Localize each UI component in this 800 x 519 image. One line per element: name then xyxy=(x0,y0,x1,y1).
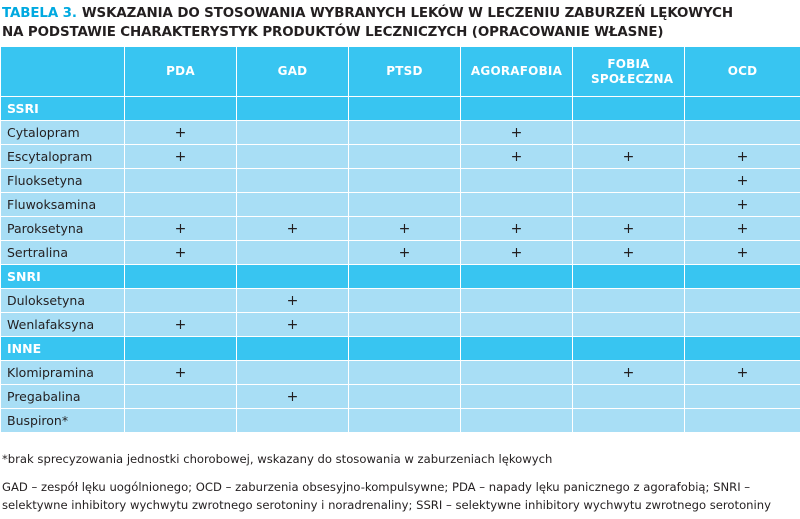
indication-cell xyxy=(125,385,237,409)
indication-cell xyxy=(237,121,349,145)
drug-name: Wenlafaksyna xyxy=(1,313,125,337)
drug-name: Fluwoksamina xyxy=(1,193,125,217)
indication-cell xyxy=(573,385,685,409)
drug-name: Duloksetyna xyxy=(1,289,125,313)
table-row xyxy=(1,193,800,217)
group-cell xyxy=(685,337,800,361)
indication-cell xyxy=(461,385,573,409)
group-cell xyxy=(349,97,461,121)
indication-cell xyxy=(685,289,800,313)
indication-cell xyxy=(125,409,237,433)
indication-cell xyxy=(349,361,461,385)
indication-cell: + xyxy=(125,217,237,241)
indication-cell: + xyxy=(237,217,349,241)
column-header-pda: PDA xyxy=(125,47,237,97)
indication-cell: + xyxy=(125,121,237,145)
drug-name: Fluoksetyna xyxy=(1,169,125,193)
group-cell xyxy=(349,337,461,361)
drug-name: Paroksetyna xyxy=(1,217,125,241)
indication-cell: + xyxy=(349,241,461,265)
group-cell xyxy=(125,97,237,121)
table-number: TABELA 3. xyxy=(2,6,77,21)
indication-cell: + xyxy=(573,361,685,385)
group-cell xyxy=(573,265,685,289)
drug-name: Escytalopram xyxy=(1,145,125,169)
indication-cell xyxy=(349,145,461,169)
indication-cell: + xyxy=(573,145,685,169)
column-header-agorafobia: AGORAFOBIA xyxy=(461,47,573,97)
indication-cell xyxy=(461,361,573,385)
title-line-1: WSKAZANIA DO STOSOWANIA WYBRANYCH LEKÓW W LECZENIU ZABURZEŃ LĘKOWYCH xyxy=(81,6,733,21)
drug-name: Sertralina xyxy=(1,241,125,265)
indication-cell xyxy=(237,145,349,169)
indication-cell xyxy=(349,313,461,337)
indication-cell: + xyxy=(125,361,237,385)
indication-cell: + xyxy=(237,289,349,313)
group-cell xyxy=(349,265,461,289)
drug-name: Cytalopram xyxy=(1,121,125,145)
drug-name: Buspiron* xyxy=(1,409,125,433)
group-name: SSRI xyxy=(1,97,125,121)
table-title xyxy=(2,4,798,42)
indication-cell: + xyxy=(573,241,685,265)
indications-table xyxy=(0,46,800,433)
indication-cell: + xyxy=(461,217,573,241)
title-line-2: NA PODSTAWIE CHARAKTERYSTYK PRODUKTÓW LECZNICZYCH (OPRACOWANIE WŁASNE) xyxy=(2,25,664,40)
indication-cell: + xyxy=(125,241,237,265)
indication-cell: + xyxy=(125,313,237,337)
indication-cell xyxy=(685,385,800,409)
indication-cell xyxy=(573,409,685,433)
indication-cell xyxy=(125,193,237,217)
indication-cell xyxy=(237,241,349,265)
indication-cell xyxy=(461,169,573,193)
header-row xyxy=(1,47,800,97)
indication-cell: + xyxy=(237,385,349,409)
indication-cell xyxy=(573,169,685,193)
indication-cell xyxy=(349,385,461,409)
table-row xyxy=(1,385,800,409)
indication-cell xyxy=(461,289,573,313)
table-body xyxy=(1,97,800,433)
indication-cell xyxy=(237,361,349,385)
indication-cell: + xyxy=(573,217,685,241)
indication-cell: + xyxy=(461,241,573,265)
indication-cell: + xyxy=(685,193,800,217)
indication-cell xyxy=(685,313,800,337)
group-cell xyxy=(685,97,800,121)
column-header-ocd: OCD xyxy=(685,47,800,97)
indication-cell: + xyxy=(685,169,800,193)
indication-cell: + xyxy=(685,361,800,385)
group-cell xyxy=(573,97,685,121)
indication-cell xyxy=(573,289,685,313)
group-row xyxy=(1,97,800,121)
indication-cell: + xyxy=(125,145,237,169)
indication-cell: + xyxy=(349,217,461,241)
group-cell xyxy=(237,97,349,121)
group-cell xyxy=(125,337,237,361)
indication-cell xyxy=(461,193,573,217)
indication-cell xyxy=(349,193,461,217)
indication-cell xyxy=(349,289,461,313)
indication-cell xyxy=(573,193,685,217)
group-cell xyxy=(461,97,573,121)
indication-cell xyxy=(685,409,800,433)
indication-cell: + xyxy=(685,145,800,169)
indication-cell xyxy=(349,169,461,193)
group-cell xyxy=(237,337,349,361)
group-cell xyxy=(461,337,573,361)
indication-cell: + xyxy=(237,313,349,337)
group-row xyxy=(1,265,800,289)
footnote: *brak sprecyzowania jednostki chorobowej, wskazany do stosowania w zaburzeniach lękowych xyxy=(2,452,553,466)
indication-cell xyxy=(461,313,573,337)
indication-cell xyxy=(237,193,349,217)
group-cell xyxy=(573,337,685,361)
indication-cell xyxy=(237,409,349,433)
group-cell xyxy=(125,265,237,289)
table-row xyxy=(1,361,800,385)
indication-cell xyxy=(461,409,573,433)
table-row xyxy=(1,217,800,241)
group-cell xyxy=(685,265,800,289)
indication-cell xyxy=(237,169,349,193)
table-row xyxy=(1,313,800,337)
indication-cell: + xyxy=(461,121,573,145)
indication-cell xyxy=(349,409,461,433)
column-header-gad: GAD xyxy=(237,47,349,97)
indication-cell xyxy=(573,121,685,145)
column-header xyxy=(1,47,125,97)
indication-cell xyxy=(349,121,461,145)
table-row xyxy=(1,145,800,169)
column-header-fobia-spoleczna: FOBIA SPOŁECZNA xyxy=(573,47,685,97)
indication-cell xyxy=(125,289,237,313)
table-row xyxy=(1,289,800,313)
table-row xyxy=(1,121,800,145)
indication-cell xyxy=(125,169,237,193)
drug-name: Pregabalina xyxy=(1,385,125,409)
drug-name: Klomipramina xyxy=(1,361,125,385)
abbreviation-legend: GAD – zespół lęku uogólnionego; OCD – zaburzenia obsesyjno-kompulsywne; PDA – napady lęku panicznego z agorafobią; SNRI – selektywne inhibitory wychwytu zwrotnego serotoniny i noradrenaliny; SSRI – selektywne inhibitory wychwytu zwrotnego serotoniny xyxy=(2,480,771,512)
group-name: INNE xyxy=(1,337,125,361)
indication-cell: + xyxy=(685,217,800,241)
group-cell xyxy=(237,265,349,289)
group-row xyxy=(1,337,800,361)
table-row xyxy=(1,241,800,265)
indication-cell xyxy=(685,121,800,145)
indication-cell: + xyxy=(461,145,573,169)
group-cell xyxy=(461,265,573,289)
table-row xyxy=(1,409,800,433)
group-name: SNRI xyxy=(1,265,125,289)
indication-cell: + xyxy=(685,241,800,265)
indication-cell xyxy=(573,313,685,337)
column-header-ptsd: PTSD xyxy=(349,47,461,97)
table-row xyxy=(1,169,800,193)
